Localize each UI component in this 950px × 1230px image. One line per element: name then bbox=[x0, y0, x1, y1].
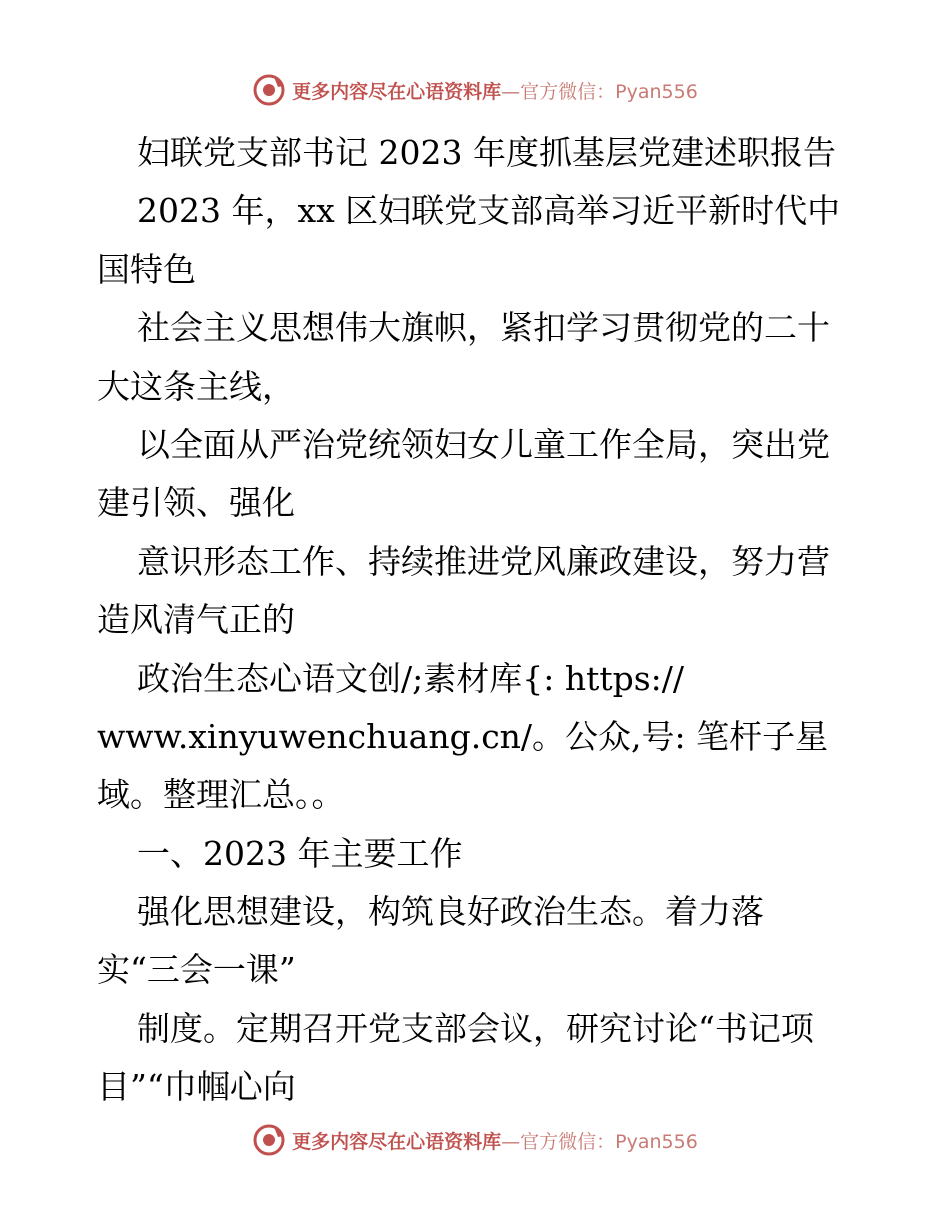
document-line: 建引领、强化 bbox=[97, 483, 295, 523]
document-line: 制度。定期召开党支部会议，研究讨论“书记项 bbox=[137, 1008, 814, 1048]
document-line: 2023 年，xx 区妇联党支部高举习近平新时代中 bbox=[137, 191, 841, 231]
document-line: 政治生态心语文创/;素材库{: https:// bbox=[137, 658, 685, 698]
watermark-suffix-text: —官方微信：Pyan556 bbox=[501, 1130, 698, 1153]
document-line: 实“三会一课” bbox=[97, 950, 296, 990]
document-line: 妇联党支部书记 2023 年度抓基层党建述职报告 bbox=[137, 133, 836, 172]
document-line: 以全面从严治党统领妇女儿童工作全局，突出党 bbox=[137, 424, 830, 464]
document-line: 目”“巾帼心向 bbox=[97, 1067, 296, 1107]
brand-logo-icon bbox=[252, 73, 286, 107]
document-line: 一、2023 年主要工作 bbox=[137, 833, 463, 873]
document-line: 域。整理汇总。。 bbox=[97, 775, 345, 815]
brand-logo-icon bbox=[252, 1123, 286, 1157]
document-line: 意识形态工作、持续推进党风廉政建设，努力营 bbox=[137, 541, 830, 581]
watermark-suffix-text: —官方微信：Pyan556 bbox=[501, 80, 698, 103]
document-line: 强化思想建设，构筑良好政治生态。着力落 bbox=[137, 892, 764, 932]
watermark-footer bbox=[0, 1120, 950, 1160]
watermark-header bbox=[0, 70, 950, 110]
document-body bbox=[97, 124, 857, 1117]
document-line: 国特色 bbox=[97, 249, 196, 289]
document-line: 造风清气正的 bbox=[97, 600, 295, 640]
watermark-main-text: 更多内容尽在心语资料库 bbox=[292, 80, 502, 103]
document-line: 大这条主线， bbox=[97, 366, 295, 406]
document-line: www.xinyuwenchuang.cn/。公众,号: 笔杆子星 bbox=[97, 716, 829, 756]
watermark-main-text: 更多内容尽在心语资料库 bbox=[292, 1130, 502, 1153]
document-line: 社会主义思想伟大旗帜，紧扣学习贯彻党的二十 bbox=[137, 308, 830, 348]
